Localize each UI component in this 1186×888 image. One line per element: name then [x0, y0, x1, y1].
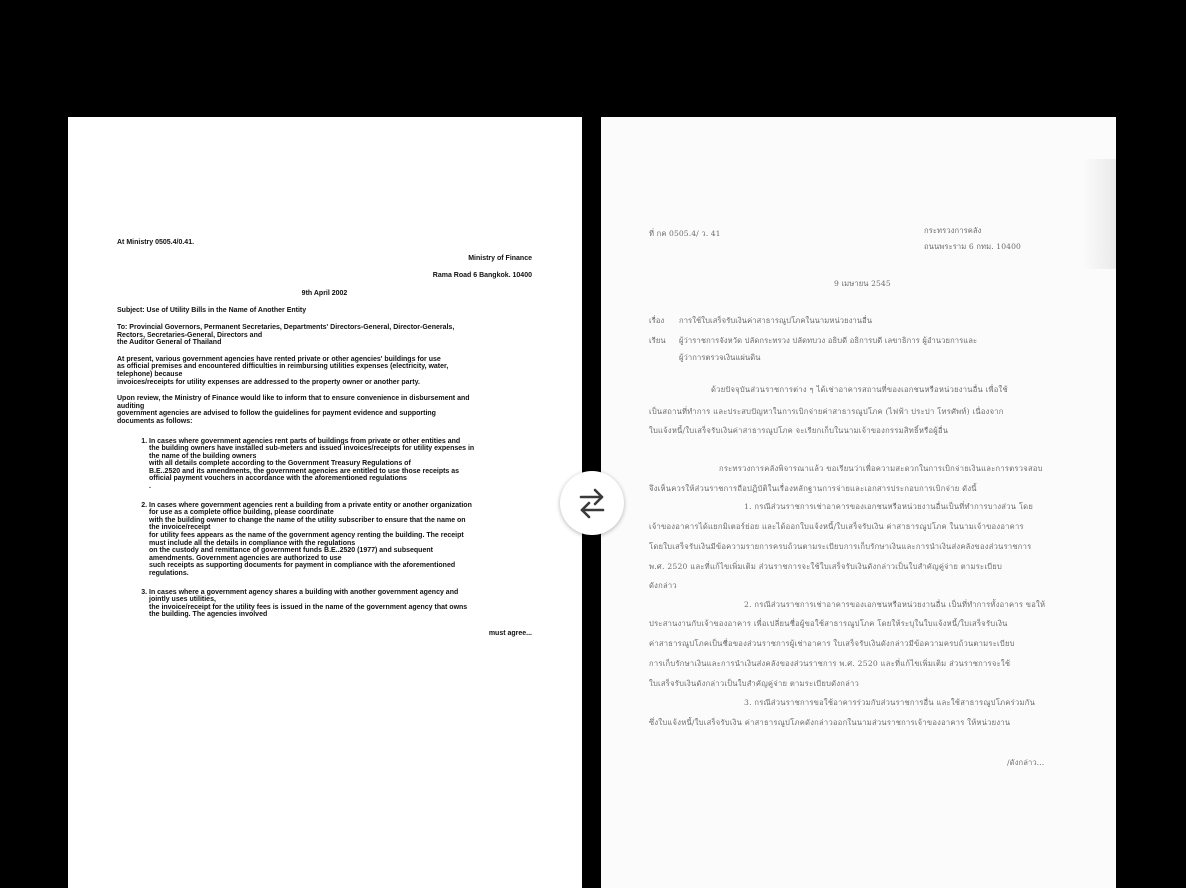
body-line: 3. กรณีส่วนราชการขอใช้อาคารร่วมกับส่วนราชการอื่น และใช้สาธารณูปโภคร่วมกัน [744, 698, 1036, 707]
paragraph-line: At present, various government agencies have rented private or other agencies' buildings for use [117, 355, 441, 363]
guideline-line: amendments. Government agencies are authorized to use [149, 554, 342, 562]
body-line: ใบเสร็จรับเงินดังกล่าวเป็นใบสำคัญคู่จ่าย ตามระเบียบดังกล่าว [649, 679, 860, 688]
continued-marker: /ดังกล่าว... [1007, 758, 1045, 767]
thai-original-page [601, 117, 1116, 888]
guideline-line: . [149, 483, 151, 491]
recipients-line: To: Provincial Governors, Permanent Secretaries, Departments' Directors-General, Director-Generals, [117, 323, 455, 331]
thai-letter [601, 117, 1116, 888]
paragraph-review [117, 395, 532, 425]
sender-address: Rama Road 6 Bangkok. 10400 [432, 272, 532, 280]
paragraph-line: as official premises and encountered difficulties in reimbursing utilities expenses (electricity, water, [117, 363, 449, 371]
swap-arrows-icon [577, 486, 607, 520]
reference-number: ที่ กค 0505.4/ ว. 41 [649, 229, 721, 238]
guideline-item [149, 502, 532, 578]
body-line: ประสานงานกับเจ้าของอาคาร เพื่อเปลี่ยนชื่อผู้ขอใช้สาธารณูปโภค โดยให้ระบุในใบแจ้งหนี้/ใบเสร็จรับเงิน [649, 619, 1008, 628]
body-line: 2. กรณีส่วนราชการเช่าอาคารของเอกชนหรือหน่วยงานอื่น เป็นที่ทำการทั้งอาคาร ขอให้ [744, 600, 1046, 609]
guideline-line: the name of the building owners [149, 452, 257, 460]
paragraph-intro [117, 356, 532, 386]
ministry-address: ถนนพระราม 6 กทม. 10400 [924, 242, 1021, 251]
reference-number: At Ministry 0505.4/0.41. [117, 239, 195, 246]
body-line: จึงเห็นควรให้ส่วนราชการถือปฏิบัติในเรื่องหลักฐานการจ่ายและเอกสารประกอบการเบิกจ่าย ดังนี้ [649, 484, 977, 493]
guideline-line: for use as a complete office building, please coordinate [149, 509, 334, 517]
body-line: ค่าสาธารณูปโภคเป็นชื่อของส่วนราชการผู้เช่าอาคาร ใบเสร็จรับเงินดังกล่าวมีข้อความครบถ้วนตามระเบียบ [649, 639, 1015, 648]
body-line: ด้วยปัจจุบันส่วนราชการต่าง ๆ ได้เช่าอาคารสถานที่ของเอกชนหรือหน่วยงานอื่น เพื่อใช้ [711, 385, 1008, 394]
guideline-line: such receipts as supporting documents for payment in compliance with the aforementioned [149, 562, 456, 570]
paragraph-line: auditing [117, 402, 145, 410]
guideline-line: with the building owner to change the name of the utility subscriber to ensure that the name on [149, 516, 466, 524]
body-line: การเก็บรักษาเงินและการนำเงินส่งคลังของส่วนราชการ พ.ศ. 2520 และที่แก้ไขเพิ่มเติม ส่วนราชการจะใช้ [649, 659, 1011, 668]
recipients-line: ผู้ว่าการตรวจเงินแผ่นดิน [679, 353, 761, 362]
letter-date: 9 เมษายน 2545 [834, 279, 891, 288]
subject-label: เรื่อง [649, 316, 665, 325]
guideline-line: 1. In cases where government agencies rent parts of buildings from private or other entities and [149, 437, 461, 445]
letter-subject: Subject: Use of Utility Bills in the Name of Another Entity [117, 307, 307, 315]
guideline-line: with all details complete according to the Government Treasury Regulations of [149, 460, 411, 468]
recipients-line: ผู้ว่าราชการจังหวัด ปลัดกระทรวง ปลัดทบวง อธิบดี อธิการบดี เลขาธิการ ผู้อำนวยการและ [679, 336, 978, 345]
letter-date: 9th April 2002 [301, 289, 348, 297]
recipient-label: เรียน [649, 336, 666, 345]
paragraph-line: documents as follows: [117, 417, 193, 425]
letter-subject: การใช้ใบเสร็จรับเงินค่าสาธารณูปโภคในนามหน่วยงานอื่น [679, 316, 873, 325]
guideline-line: must include all the details in compliance with the regulations [149, 539, 356, 547]
guideline-line: jointly uses utilities, [149, 596, 216, 604]
guideline-line: for utility fees appears as the name of the government agency renting the building. The receipt [149, 532, 464, 540]
body-line: โดยใบเสร็จรับเงินมีข้อความรายการครบถ้วนตามระเบียบการเก็บรักษาเงินและการนำเงินส่งคลังของส่วนราชการ [649, 542, 1032, 551]
guideline-line: 2. In cases where government agencies rent a building from a private entity or another organization [149, 501, 472, 509]
swap-pages-button[interactable] [560, 471, 624, 535]
body-line: ซึ่งใบแจ้งหนี้/ใบเสร็จรับเงิน ค่าสาธารณูปโภคดังกล่าวออกในนามส่วนราชการเจ้าของอาคาร ให้หน่วยงาน [649, 718, 1011, 727]
body-line: ใบแจ้งหนี้/ใบเสร็จรับเงินค่าสาธารณูปโภค จะเรียกเก็บในนามเจ้าของกรรมสิทธิ์หรือผู้อื่น [649, 426, 949, 435]
paragraph-line: Upon review, the Ministry of Finance would like to inform that to ensure convenience in disbursement and [117, 395, 470, 403]
guideline-line: the invoice/receipt [149, 524, 211, 532]
body-line: กระทรวงการคลังพิจารณาแล้ว ขอเรียนว่าเพื่อความสะดวกในการเบิกจ่ายเงินและการตรวจสอบ [719, 464, 1043, 473]
recipients-line: Rectors, Secretaries-General, Directors and [117, 331, 263, 339]
guideline-line: the building owners have installed sub-meters and issued invoices/receipts for utility expenses in [149, 445, 475, 453]
guideline-line: 3. In cases where a government agency shares a building with another government agency and [149, 588, 459, 596]
guideline-line: the invoice/receipt for the utility fees is issued in the name of the government agency that owns [149, 603, 468, 611]
guideline-line: regulations. [149, 570, 189, 577]
english-letter [117, 239, 532, 638]
paragraph-line: invoices/receipts for utility expenses are addressed to the property owner or another party. [117, 378, 420, 386]
body-line: เจ้าของอาคารได้แยกมิเตอร์ย่อย และได้ออกใบแจ้งหนี้/ใบเสร็จรับเงิน ค่าสาธารณูปโภค ในนามเจ้าของอาคาร [649, 522, 1024, 531]
body-line: พ.ศ. 2520 และที่แก้ไขเพิ่มเติม ส่วนราชการจะใช้ใบเสร็จรับเงินดังกล่าวเป็นใบสำคัญคู่จ่าย ตามระเบียบ [649, 562, 1003, 571]
guideline-item [149, 589, 532, 619]
english-translation-page [68, 117, 582, 888]
recipients-line: the Auditor General of Thailand [117, 339, 222, 347]
body-line: ดังกล่าว [649, 581, 677, 590]
body-line: เป็นสถานที่ทำการ และประสบปัญหาในการเบิกจ่ายค่าสาธารณูปโภค (ไฟฟ้า ประปา โทรศัพท์) เนื่องจาก [649, 407, 1004, 416]
guideline-line: official payment vouchers in accordance with the aforementioned regulations [149, 475, 407, 483]
sender-name: Ministry of Finance [468, 254, 532, 262]
paragraph-line: government agencies are advised to follow the guidelines for payment evidence and supporting [117, 410, 436, 418]
guidelines-list [117, 438, 532, 619]
paragraph-line: telephone) because [117, 370, 183, 378]
ministry-name: กระทรวงการคลัง [924, 226, 982, 235]
guideline-item [149, 438, 532, 491]
recipients [117, 324, 532, 347]
body-line: 1. กรณีส่วนราชการเช่าอาคารของเอกชนหรือหน่วยงานอื่นเป็นที่ทำการบางส่วน โดย [744, 502, 1034, 511]
guideline-line: B.E..2520 and its amendments, the government agencies are entitled to use those receipts as [149, 467, 460, 475]
guideline-line: on the custody and remittance of government funds B.E..2520 (1977) and subsequent [149, 547, 433, 555]
continued-marker: must agree... [488, 629, 532, 637]
guideline-line: the building. The agencies involved [149, 611, 268, 619]
